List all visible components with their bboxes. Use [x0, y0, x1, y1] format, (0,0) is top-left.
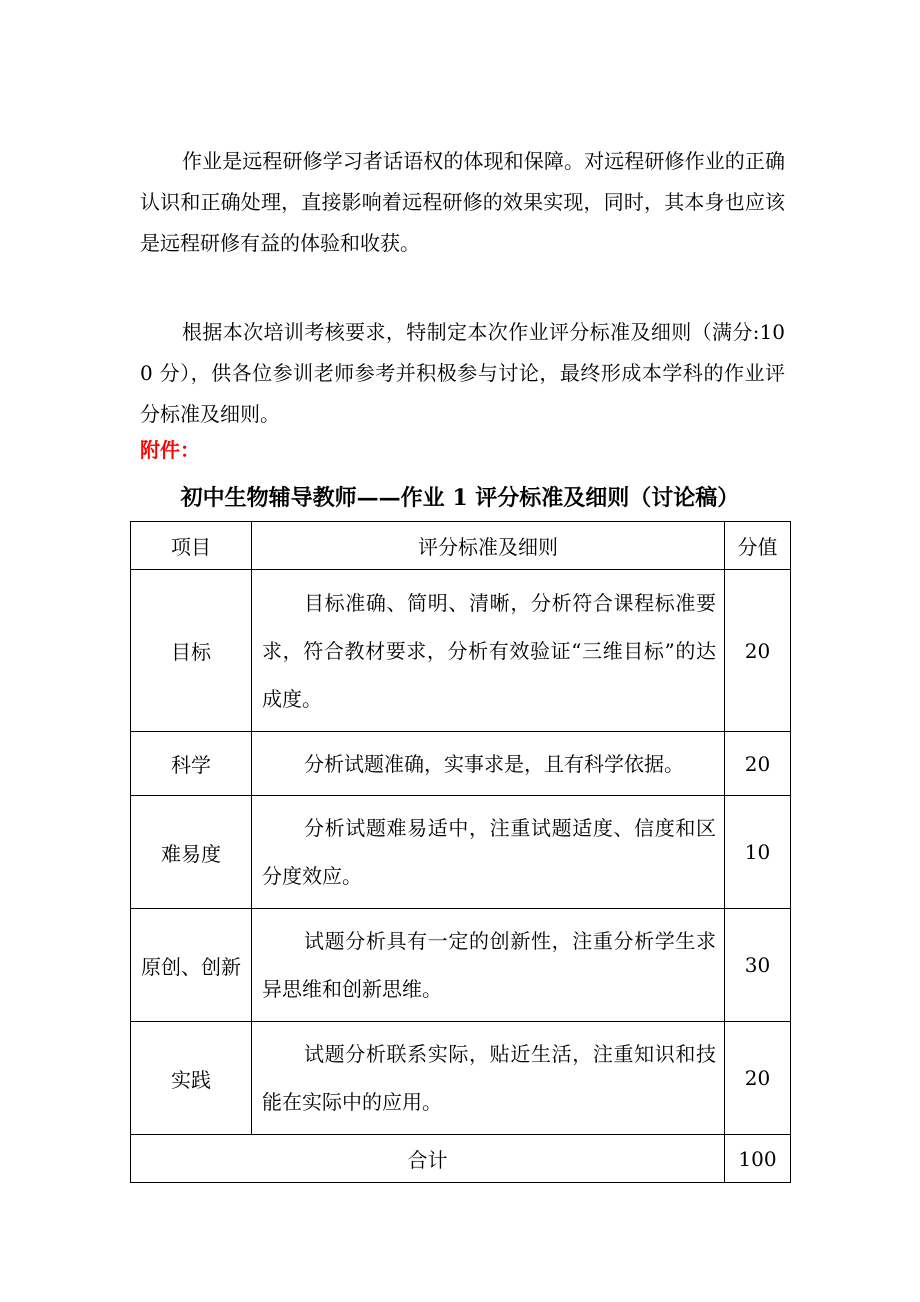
row-score: 20: [725, 732, 791, 796]
row-item: 原创、创新: [131, 909, 252, 1022]
row-criteria: 试题分析联系实际，贴近生活，注重知识和技能在实际中的应用。: [252, 1022, 725, 1135]
document-title: 初中生物辅导教师——作业 1 评分标准及细则（讨论稿）: [180, 485, 740, 511]
table-row: [131, 1022, 791, 1135]
row-item: 实践: [131, 1022, 252, 1135]
row-score: 30: [725, 909, 791, 1022]
intro-paragraph-2: 根据本次培训考核要求，特制定本次作业评分标准及细则（满分:100 分），供各位参训老师参考并积极参与讨论，最终形成本学科的作业评分标准及细则。: [140, 320, 785, 426]
total-score: 100: [725, 1135, 791, 1183]
total-label: 合计: [131, 1135, 725, 1183]
row-criteria: 目标准确、简明、清晰，分析符合课程标准要求，符合教材要求，分析有效验证“三维目标”的达成度。: [252, 570, 725, 732]
row-criteria: 分析试题难易适中，注重试题适度、信度和区分度效应。: [252, 796, 725, 909]
table-row: [131, 570, 791, 732]
row-item: 难易度: [131, 796, 252, 909]
table-header-row: [131, 522, 791, 570]
scoring-table: [130, 521, 791, 1183]
row-score: 10: [725, 796, 791, 909]
header-criteria: 评分标准及细则: [252, 522, 725, 570]
row-score: 20: [725, 570, 791, 732]
header-score: 分值: [725, 522, 791, 570]
row-item: 目标: [131, 570, 252, 732]
row-criteria: 分析试题准确，实事求是，且有科学依据。: [252, 732, 725, 796]
row-item: 科学: [131, 732, 252, 796]
row-score: 20: [725, 1022, 791, 1135]
header-item: 项目: [131, 522, 252, 570]
row-criteria: 试题分析具有一定的创新性，注重分析学生求异思维和创新思维。: [252, 909, 725, 1022]
intro-paragraph-1: 作业是远程研修学习者话语权的体现和保障。对远程研修作业的正确认识和正确处理，直接影响着远程研修的效果实现，同时，其本身也应该是远程研修有益的体验和收获。: [140, 149, 785, 255]
table-row: [131, 909, 791, 1022]
table-total-row: [131, 1135, 791, 1183]
table-row: [131, 796, 791, 909]
table-row: [131, 732, 791, 796]
attachment-label: 附件：: [140, 438, 200, 462]
